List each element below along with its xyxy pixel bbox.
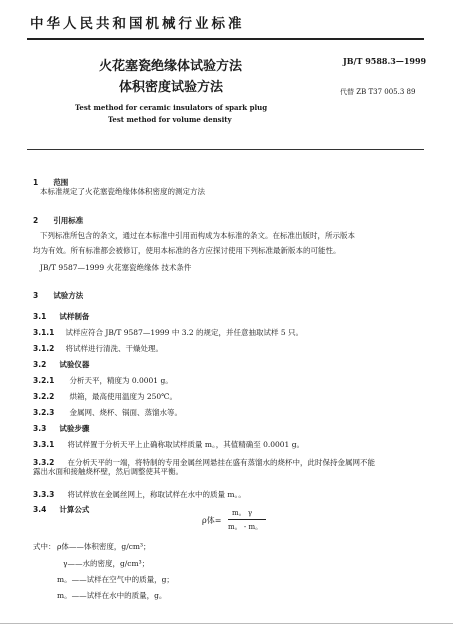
footer-rule [0, 623, 453, 624]
section-3-1-2: 3.1.2 将试样进行清洗、干燥处理。 [33, 344, 163, 353]
section-1-heading: 1 范围 [33, 178, 69, 187]
header-rule [27, 38, 424, 40]
formula-fraction-bar [228, 519, 266, 520]
english-title-line2: Test method for volume density [108, 115, 232, 124]
section-3-heading: 3 试验方法 [33, 291, 84, 300]
standard-organization-title: 中华人民共和国机械行业标准 [30, 16, 245, 32]
formula-numerator: m。 γ [232, 509, 253, 517]
formula-denominator: m。 - m。 [228, 523, 263, 531]
section-3-3-2-line1: 3.3.2 在分析天平的一端，将特制的专用金属丝网悬挂在盛有蒸馏水的烧杯中，此时保持金属网不能 [33, 458, 375, 467]
section-3-3-3: 3.3.3 将试样放在金属丝网上，称取试样在水中的质量 m。。 [33, 490, 246, 499]
formula-lhs: ρ体= [202, 516, 222, 525]
legend-line-1: ρ体——体积密度，g/cm³； [57, 542, 151, 551]
title-separator-rule [27, 149, 424, 150]
section-3-2-2: 3.2.2 烘箱，最高使用温度为 250℃。 [33, 392, 178, 401]
english-title-line1: Test method for ceramic insulators of spark plug [75, 103, 268, 112]
legend-line-3: m。——试样在空气中的质量，g； [57, 575, 174, 584]
section-3-3-2-line2: 露出水面和接触烧杯壁，然后调整使其平衡。 [33, 467, 183, 476]
section-3-1-1: 3.1.1 试样应符合 JB/T 9587—1999 中 3.2 的规定，并任意抽取试样 5 只。 [33, 328, 304, 337]
section-3-4-heading: 3.4 计算公式 [33, 505, 90, 514]
section-3-2-3: 3.2.3 金属网、烧杯、锅面、蒸馏水等。 [33, 408, 182, 417]
section-1-text: 本标准规定了火花塞瓷绝缘体体积密度的测定方法 [40, 187, 205, 196]
section-2-reference: JB/T 9587—1999 火花塞瓷绝缘体 技术条件 [40, 263, 192, 272]
legend-intro: 式中： [33, 542, 56, 551]
section-2-text-line1: 下列标准所包含的条文，通过在本标准中引用而构成为本标准的条文。在标准出版时，所示版本 [40, 231, 355, 240]
standard-number: JB/T 9588.3—1999 [343, 56, 427, 66]
section-3-2-1: 3.2.1 分析天平，精度为 0.0001 g。 [33, 376, 173, 385]
document-title-line1: 火花塞瓷绝缘体试验方法 [99, 59, 243, 74]
section-3-1-heading: 3.1 试样制备 [33, 312, 90, 321]
section-3-3-heading: 3.3 试验步骤 [33, 424, 90, 433]
section-3-3-1: 3.3.1 将试样置于分析天平上止确称取试样质量 m。，其值精确至 0.0001 g。 [33, 440, 305, 449]
section-2-text-line2: 均为有效。所有标准都会被修订，使用本标准的各方应探讨使用下列标准最新版本的可能性。 [33, 246, 341, 255]
section-2-heading: 2 引用标准 [33, 216, 84, 225]
legend-line-2: γ——水的密度，g/cm³； [63, 559, 150, 568]
document-title-line2: 体积密度试验方法 [119, 80, 224, 95]
section-3-2-heading: 3.2 试验仪器 [33, 360, 90, 369]
replaces-standard: 代替 ZB T37 005.3 89 [340, 88, 416, 96]
legend-line-4: m。——试样在水中的质量，g。 [57, 591, 167, 600]
